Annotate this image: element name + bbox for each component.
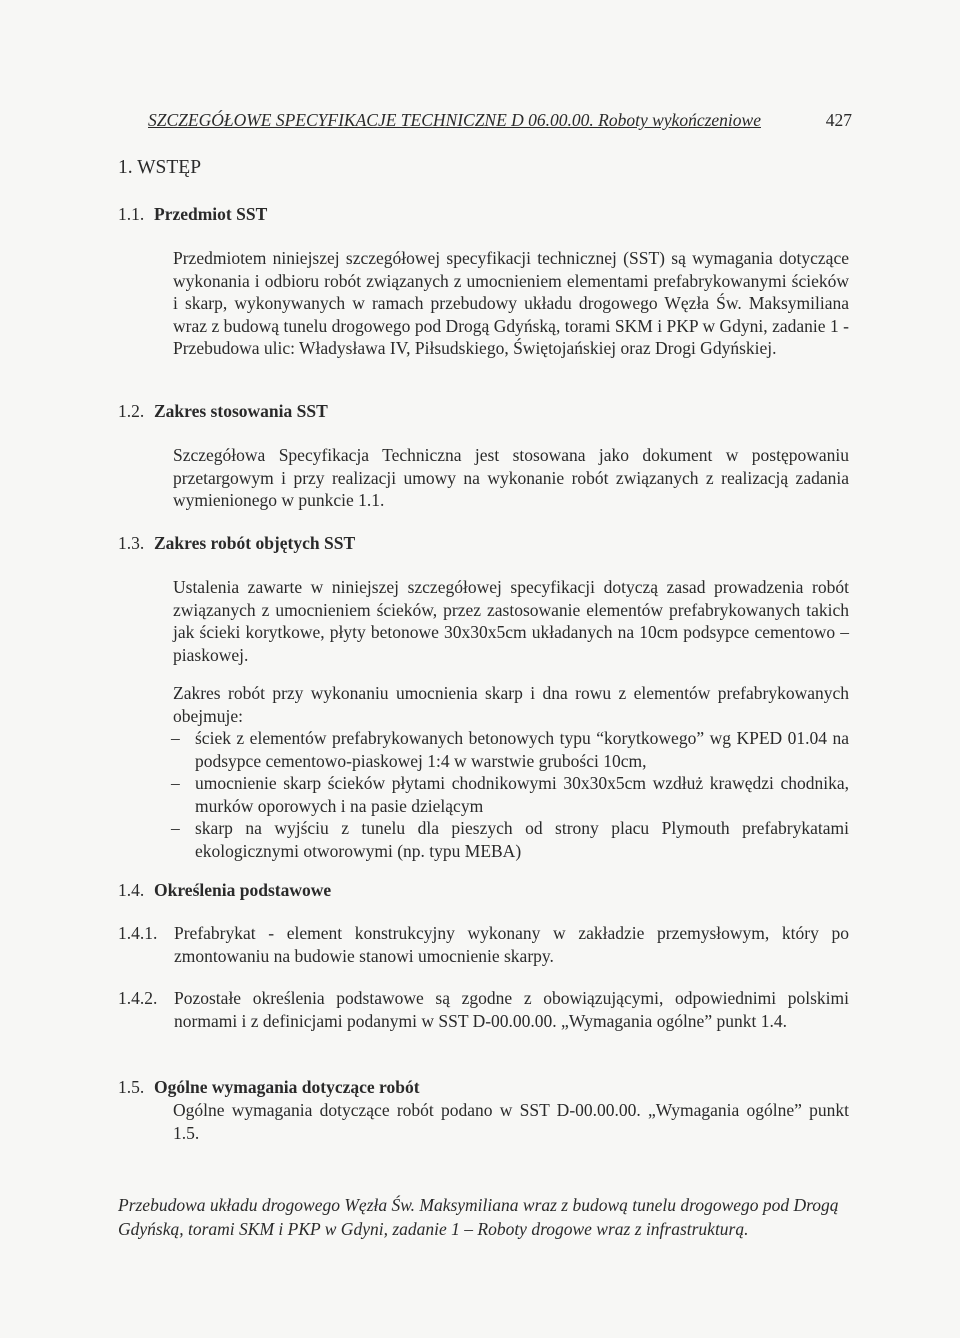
- heading-1-1: [118, 204, 267, 225]
- paragraph-1-5: Ogólne wymagania dotyczące robót podano w SST D-00.00.00. „Wymagania ogólne” punkt 1.5.: [173, 1100, 849, 1143]
- definition-1-4-2: [118, 987, 849, 1032]
- list-item: [171, 727, 849, 772]
- list-item: [171, 772, 849, 817]
- dash-bullet: –: [171, 773, 180, 794]
- heading-number: 1.5.: [118, 1077, 145, 1097]
- heading-title: Ogólne wymagania dotyczące robót: [154, 1077, 420, 1097]
- definition-1-4-1: [118, 922, 849, 967]
- heading-1-4: [118, 880, 331, 901]
- paragraph-1-1: Przedmiotem niniejszej szczegółowej specyfikacji technicznej (SST) są wymagania dotyczące wykonania i odbioru robót związanych z umocnieniem elementami prefabrykowanymi ścieków i skarp, wykonywanych w ramach przebudowy układu drogowego Węzła Św. Maksymiliana wraz z budową tunelu drogowego pod Drogą Gdyńską, torami SKM i PKP w Gdyni, zadanie 1 - Przebudowa ulic: Władysława IV, Piłsudskiego, Świętojańskiej oraz Drogi Gdyńskiej.: [173, 248, 849, 359]
- heading-title: Określenia podstawowe: [154, 880, 332, 900]
- list-item-text: ściek z elementów prefabrykowanych betonowych typu “korytkowego” wg KPED 01.04 na podsypce cementowo-piaskowej 1:4 w warstwie grubości 10cm,: [195, 728, 849, 771]
- paragraph-1-2: Szczegółowa Specyfikacja Techniczna jest stosowana jako dokument w postępowaniu przetargowym i przy realizacji umowy na wykonanie robót związanych z realizacją zadania wymienionego w punkcie 1.1.: [173, 445, 849, 511]
- heading-1-3: [118, 533, 355, 554]
- page-header: [148, 110, 852, 131]
- dash-bullet: –: [171, 728, 180, 748]
- heading-1-2: [118, 401, 328, 422]
- page-footer: Przebudowa układu drogowego Węzła Św. Maksymiliana wraz z budową tunelu drogowego pod Drogą Gdyńską, torami SKM i PKP w Gdyni, zadanie 1 – Roboty drogowe wraz z infrastrukturą.: [118, 1195, 839, 1239]
- list-item-text: skarp na wyjściu z tunelu dla pieszych od strony placu Plymouth prefabrykatami ekologicznymi otworowymi (np. typu MEBA): [195, 818, 849, 861]
- paragraph-1-3-a: Ustalenia zawarte w niniejszej szczegółowej specyfikacji dotyczą zasad prowadzenia robót związanych z umocnieniem ścieków, przez zastosowanie elementów prefabrykowanych takich jak ścieki korytkowe, płyty betonowe 30x30x5cm układanych na 10cm podsypce cementowo – piaskowej.: [173, 577, 849, 665]
- heading-1-5: [118, 1077, 420, 1098]
- dash-bullet: –: [171, 818, 180, 839]
- list-item-text: umocnienie skarp ścieków płytami chodnikowymi 30x30x5cm wzdłuż krawędzi chodnika, murków oporowych i na pasie dzielącym: [195, 773, 849, 816]
- list-item: [171, 817, 849, 862]
- paragraph-number: 1.4.1.: [118, 923, 158, 943]
- heading-title: Przedmiot SST: [154, 204, 268, 224]
- page-number: 427: [825, 110, 852, 130]
- heading-title: Zakres robót objętych SST: [154, 533, 356, 553]
- paragraph-text: Pozostałe określenia podstawowe są zgodne z obowiązującymi, odpowiednimi polskimi normami i z definicjami podanymi w SST D-00.00.00. „Wymagania ogólne” punkt 1.4.: [174, 988, 849, 1031]
- heading-number: 1.2.: [118, 401, 145, 421]
- heading-title: Zakres stosowania SST: [154, 401, 328, 421]
- scope-list: [171, 727, 849, 863]
- section-heading-1: 1. WSTĘP: [118, 157, 202, 178]
- heading-number: 1.3.: [118, 533, 145, 553]
- paragraph-number: 1.4.2.: [118, 988, 158, 1008]
- paragraph-1-3-b: Zakres robót przy wykonaniu umocnienia skarp i dna rowu z elementów prefabrykowanych obejmuje:: [173, 683, 849, 726]
- heading-number: 1.4.: [118, 880, 145, 900]
- header-title: SZCZEGÓŁOWE SPECYFIKACJE TECHNICZNE D 06.00.00. Roboty wykończeniowe: [148, 110, 761, 130]
- paragraph-text: Prefabrykat - element konstrukcyjny wykonany w zakładzie przemysłowym, który po zmontowaniu na budowie stanowi umocnienie skarpy.: [174, 923, 849, 966]
- heading-number: 1.1.: [118, 204, 145, 224]
